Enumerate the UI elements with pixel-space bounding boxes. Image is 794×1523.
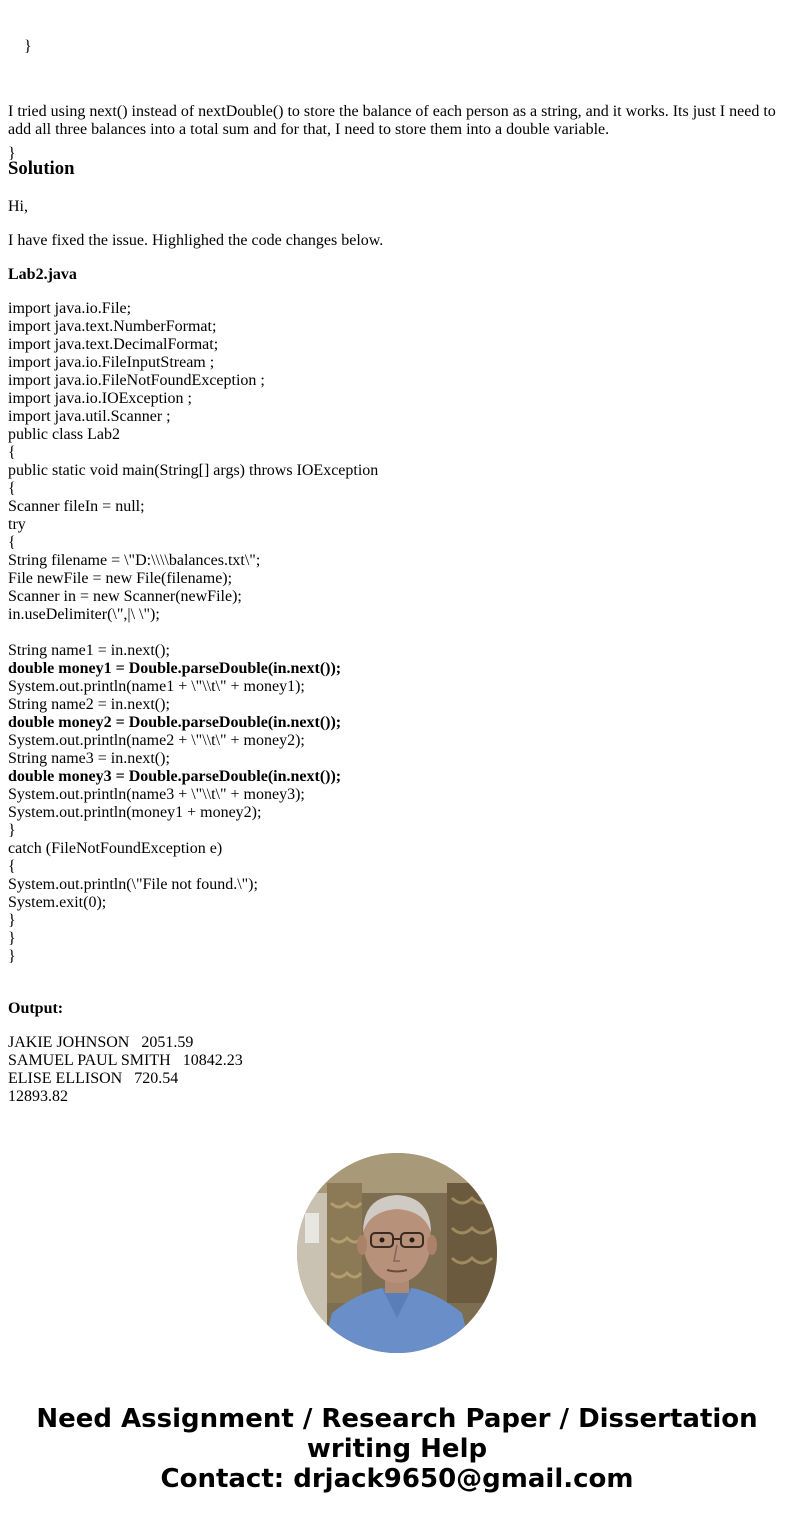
- code-line: System.out.println(\"File not found.\");: [8, 876, 258, 893]
- code-line: System.out.println(name1 + \"\\t\" + money1);: [8, 678, 305, 695]
- code-line: File newFile = new File(filename);: [8, 570, 233, 587]
- code-line: System.out.println(name2 + \"\\t\" + money2);: [8, 732, 305, 749]
- output-block: [8, 1034, 243, 1106]
- output-label: Output:: [8, 1000, 64, 1017]
- code-line: try: [8, 516, 26, 533]
- code-closing-brace: }: [8, 145, 16, 162]
- code-line: {: [8, 534, 16, 551]
- code-line: import java.text.NumberFormat;: [8, 318, 217, 335]
- greeting: Hi,: [8, 198, 28, 215]
- filename-label: Lab2.java: [8, 266, 77, 283]
- code-line: import java.text.DecimalFormat;: [8, 336, 219, 353]
- code-line: public static void main(String[] args) throws IOException: [8, 462, 379, 479]
- code-line: }: [8, 930, 16, 947]
- intro-text: I have fixed the issue. Highlighed the code changes below.: [8, 232, 384, 249]
- code-line: Scanner in = new Scanner(newFile);: [8, 588, 242, 605]
- author-avatar: [297, 1153, 497, 1353]
- code-line: System.exit(0);: [8, 894, 107, 911]
- code-line: {: [8, 444, 16, 461]
- code-line: }: [8, 912, 16, 929]
- code-line: }: [8, 948, 16, 965]
- code-line: import java.io.FileInputStream ;: [8, 354, 215, 371]
- code-line: String name1 = in.next();: [8, 642, 170, 659]
- code-line: double money1 = Double.parseDouble(in.next());: [8, 660, 342, 677]
- output-line: 12893.82: [8, 1088, 68, 1105]
- question-text: I tried using next() instead of nextDouble() to store the balance of each person as a string, and it works. Its just I need to add all three balances into a total sum and for that, I need to store them into a double variable.: [8, 103, 776, 138]
- code-line: System.out.println(money1 + money2);: [8, 804, 262, 821]
- code-line: import java.io.FileNotFoundException ;: [8, 372, 265, 389]
- code-line: import java.io.File;: [8, 300, 132, 317]
- code-line: {: [8, 480, 16, 497]
- code-line: public class Lab2: [8, 426, 120, 443]
- code-line: [8, 624, 378, 642]
- code-line: String name3 = in.next();: [8, 750, 170, 767]
- output-line: SAMUEL PAUL SMITH 10842.23: [8, 1052, 243, 1069]
- code-line: double money3 = Double.parseDouble(in.next());: [8, 768, 342, 785]
- code-line: import java.util.Scanner ;: [8, 408, 171, 425]
- output-line: ELISE ELLISON 720.54: [8, 1070, 179, 1087]
- code-line: {: [8, 858, 16, 875]
- solution-heading: Solution: [8, 158, 75, 179]
- help-banner: [0, 1404, 794, 1494]
- code-line: double money2 = Double.parseDouble(in.next());: [8, 714, 342, 731]
- code-line: String name2 = in.next();: [8, 696, 170, 713]
- author-portrait-image: [297, 1153, 497, 1353]
- code-line: in.useDelimiter(\",|\ \");: [8, 606, 160, 623]
- code-line: Scanner fileIn = null;: [8, 498, 145, 515]
- code-line: }: [8, 822, 16, 839]
- code-line: String filename = \"D:\\\\balances.txt\";: [8, 552, 261, 569]
- code-line: catch (FileNotFoundException e): [8, 840, 223, 857]
- banner-line-2: writing Help: [306, 1434, 488, 1464]
- banner-line-3: Contact: drjack9650@gmail.com: [160, 1464, 634, 1494]
- code-block: [8, 300, 378, 966]
- code-closing-brace-indented: }: [8, 38, 32, 55]
- code-line: System.out.println(name3 + \"\\t\" + money3);: [8, 786, 305, 803]
- code-line: import java.io.IOException ;: [8, 390, 192, 407]
- banner-line-1: Need Assignment / Research Paper / Dissertation: [36, 1404, 758, 1434]
- output-line: JAKIE JOHNSON 2051.59: [8, 1034, 194, 1051]
